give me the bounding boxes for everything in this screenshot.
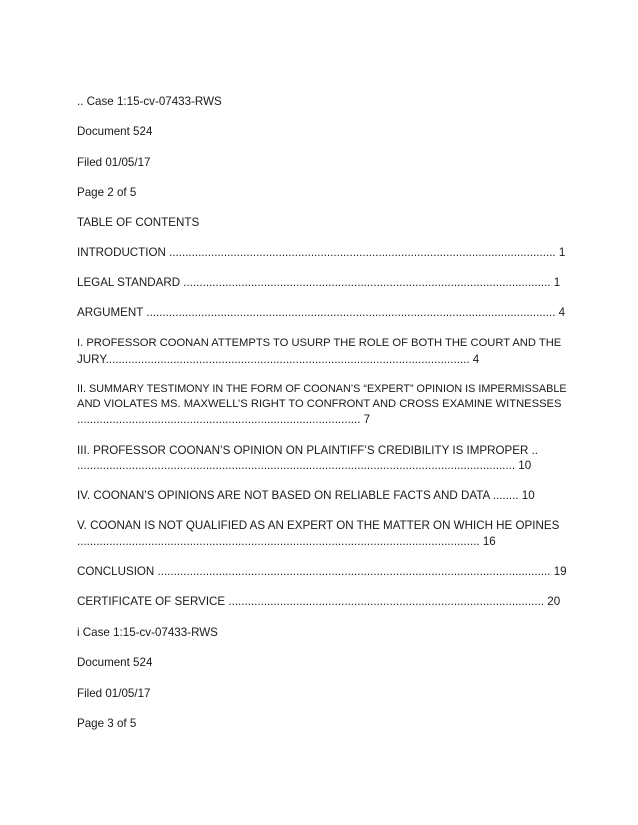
filed-date-1: Filed 01/05/17: [77, 156, 151, 169]
case-number-1: .. Case 1:15-cv-07433-RWS: [77, 95, 222, 108]
toc-entry-section-5-line-1: V. COONAN IS NOT QUALIFIED AS AN EXPERT ON THE MATTER ON WHICH HE OPINES: [77, 519, 560, 532]
page-number-1: Page 2 of 5: [77, 186, 137, 199]
toc-entry-section-4: IV. COONAN’S OPINIONS ARE NOT BASED ON RELIABLE FACTS AND DATA ........ 10: [77, 489, 535, 502]
toc-entry-section-2-line-2: AND VIOLATES MS. MAXWELL’S RIGHT TO CONFRONT AND CROSS EXAMINE WITNESSES: [77, 398, 562, 410]
case-number-2: i Case 1:15-cv-07433-RWS: [77, 626, 218, 639]
toc-entry-section-1-line-2: JURY................................................................................................................. 4: [77, 353, 480, 366]
toc-entry-section-3-line-1: III. PROFESSOR COONAN’S OPINION ON PLAINTIFF’S CREDIBILITY IS IMPROPER ..: [77, 444, 539, 457]
toc-entry-section-5-line-2: ............................................................................................................................. 16: [77, 535, 496, 548]
toc-title: TABLE OF CONTENTS: [77, 216, 200, 229]
document-number-2: Document 524: [77, 656, 153, 669]
page-number-2: Page 3 of 5: [77, 717, 137, 730]
document-number-1: Document 524: [77, 125, 153, 138]
toc-entry-conclusion: CONCLUSION .......................................................................................................................... 19: [77, 565, 567, 578]
toc-entry-section-2-line-1: II. SUMMARY TESTIMONY IN THE FORM OF COONAN’S “EXPERT” OPINION IS IMPERMISSABLE: [77, 383, 567, 395]
toc-entry-argument: ARGUMENT ............................................................................................................................... 4: [77, 306, 566, 319]
toc-entry-certificate-of-service: CERTIFICATE OF SERVICE .................................................................................................. 20: [77, 595, 561, 608]
toc-entry-section-2-line-3: ........................................................................................ 7: [77, 413, 371, 426]
toc-entry-introduction: INTRODUCTION ........................................................................................................................ 1: [77, 246, 566, 259]
filed-date-2: Filed 01/05/17: [77, 687, 151, 700]
toc-entry-section-1-line-1: I. PROFESSOR COONAN ATTEMPTS TO USURP THE ROLE OF BOTH THE COURT AND THE: [77, 337, 562, 349]
toc-entry-section-3-line-2: ........................................................................................................................................ 10: [77, 459, 532, 472]
toc-entry-legal-standard: LEGAL STANDARD .................................................................................................................. 1: [77, 276, 561, 289]
